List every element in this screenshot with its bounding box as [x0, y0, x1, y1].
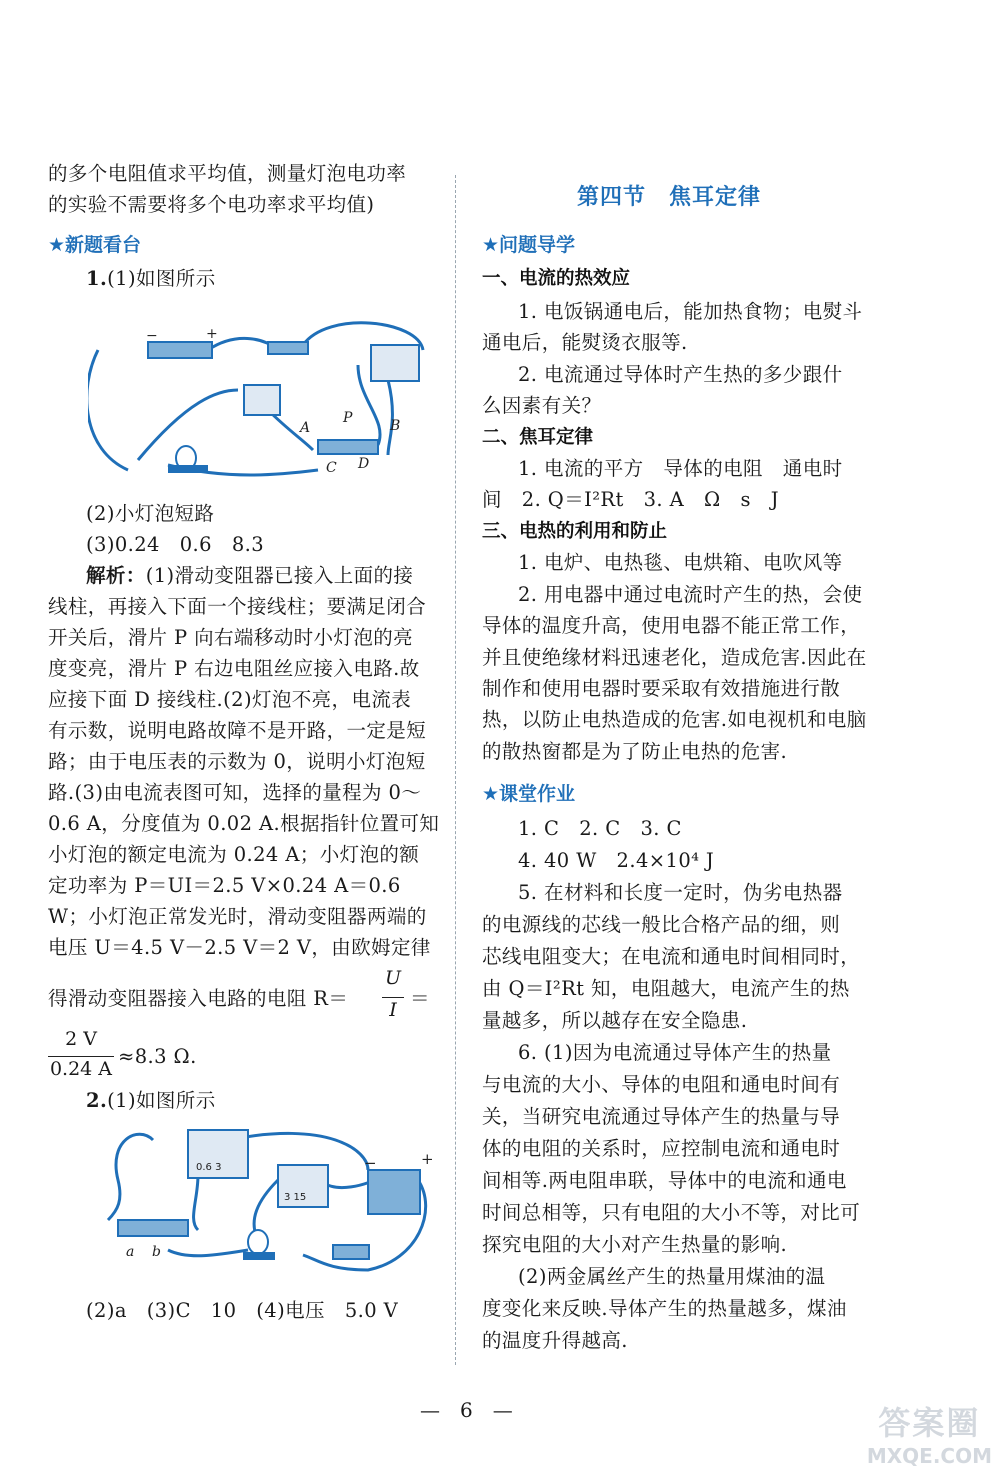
analysis-line-8: 路.(3)由电流表图可知，选择的量程为 0～	[48, 781, 422, 804]
s1-line-3: 2. 电流通过导体时产生热的多少跟什	[518, 363, 843, 386]
analysis-line-4: 度变亮，滑片 P 右边电阻丝应接入电路.故	[48, 657, 420, 680]
analysis-line-1-text: (1)滑动变阻器已接入上面的接	[145, 564, 414, 587]
section-heading-new-questions: ★新题看台	[48, 234, 142, 256]
q1-part3: (3)0.24 0.6 8.3	[86, 533, 265, 556]
analysis-line-13: 电压 U＝4.5 V－2.5 V＝2 V，由欧姆定律	[48, 936, 431, 959]
hw-line-8: 6. (1)因为电流通过导体产生的热量	[518, 1041, 832, 1064]
s3-line-1: 1. 电炉、电热毯、电烘箱、电吹风等	[518, 551, 843, 574]
watermark	[867, 1398, 992, 1468]
fraction-1-numerator: U	[384, 967, 401, 989]
fig1-label-d: D	[358, 456, 370, 472]
hw-line-11: 体的电阻的关系时，应控制电流和通电时	[482, 1137, 841, 1160]
hw-line-4: 的电源线的芯线一般比合格产品的细，则	[482, 913, 841, 936]
hw-line-12: 间相等.两电阻串联，导体中的电流和通电	[482, 1169, 847, 1192]
fig2-label-a: a	[126, 1244, 135, 1260]
hw-line-1: 1. C 2. C 3. C	[518, 817, 682, 840]
q2-part1	[86, 1087, 216, 1115]
analysis-line-3: 开关后，滑片 P 向右端移动时小灯泡的亮	[48, 626, 414, 649]
fig1-label-p: P	[343, 410, 353, 426]
section-heading-classwork: ★课堂作业	[482, 783, 576, 805]
fraction-1-denominator: I	[389, 999, 397, 1021]
section-heading-guided-questions: ★问题导学	[482, 234, 576, 256]
hw-line-10: 关，当研究电流通过导体产生的热量与导	[482, 1105, 841, 1128]
s2-line-2: 间 2. Q＝I²Rt 3. A Ω s J	[482, 488, 780, 511]
q1-part1	[86, 265, 216, 293]
analysis-line-11: 定功率为 P＝UI＝2.5 V×0.24 A＝0.6	[48, 874, 401, 897]
hw-line-5: 芯线电阻变大；在电流和通电时间相同时，	[482, 945, 861, 968]
fig1-label-b: B	[390, 418, 401, 434]
fraction-2-bar	[48, 1056, 114, 1057]
q1-number: 1.	[86, 267, 108, 290]
s3-line-2: 2. 用电器中通过电流时产生的热，会使	[518, 583, 863, 606]
page-number: — 6 —	[420, 1398, 513, 1422]
fig1-label-a: A	[300, 420, 311, 436]
hw-line-14: 探究电阻的大小对产生热量的影响.	[482, 1233, 788, 1256]
hw-line-6: 由 Q＝I²Rt 知，电阻越大，电流产生的热	[482, 977, 850, 1000]
s3-line-6: 热，以防止电热造成的危害.如电视机和电脑	[482, 708, 867, 731]
intro-line-1: 的多个电阻值求平均值，测量灯泡电功率	[48, 162, 407, 185]
fig1-label-c: C	[326, 460, 337, 476]
s3-line-4: 并且使绝缘材料迅速老化，造成危害.因此在	[482, 646, 867, 669]
fraction-2-numerator: 2 V	[65, 1028, 97, 1050]
analysis-line-1	[86, 562, 413, 590]
analysis-line-12: W；小灯泡正常发光时，滑动变阻器两端的	[48, 905, 427, 928]
hw-line-15: (2)两金属丝产生的热量用煤油的温	[518, 1265, 826, 1288]
fraction-1-tail: ＝	[410, 987, 430, 1010]
analysis-label: 解析：	[86, 564, 146, 587]
intro-line-2: 的实验不需要将多个电功率求平均值)	[48, 193, 375, 216]
q2-part1-text: (1)如图所示	[107, 1089, 216, 1112]
hw-line-7: 量越多，所以越存在安全隐患.	[482, 1009, 748, 1032]
subheading-heat-use: 三、电热的利用和防止	[482, 521, 668, 542]
q2-number: 2.	[86, 1089, 108, 1112]
hw-line-17: 的温度升得越高.	[482, 1329, 628, 1352]
fig2-ammeter-scale: 0.6 3	[196, 1162, 222, 1173]
hw-line-13: 时间总相等，只有电阻的大小不等，对比可	[482, 1201, 861, 1224]
watermark-bottom: MXQE.COM	[866, 1444, 992, 1468]
q1-part1-text: (1)如图所示	[107, 267, 216, 290]
fig1-minus-label: −	[146, 328, 158, 344]
q2-rest: (2)a (3)C 10 (4)电压 5.0 V	[86, 1299, 399, 1322]
subheading-thermal-effect: 一、电流的热效应	[482, 268, 631, 289]
fig2-voltmeter-scale: 3 15	[284, 1192, 307, 1203]
s1-line-4: 么因素有关？	[482, 394, 602, 417]
watermark-top: 答案圈	[878, 1404, 981, 1442]
analysis-line-9: 0.6 A，分度值为 0.02 A.根据指针位置可知	[48, 812, 440, 835]
hw-line-3: 5. 在材料和长度一定时，伪劣电热器	[518, 881, 843, 904]
s3-line-5: 制作和使用电器时要采取有效措施进行散	[482, 677, 841, 700]
fraction-2-denominator: 0.24 A	[49, 1058, 113, 1080]
fraction-2-tail: ≈8.3 Ω.	[118, 1045, 197, 1068]
s1-line-1: 1. 电饭锅通电后，能加热食物；电熨斗	[518, 300, 863, 323]
hw-line-9: 与电流的大小、导体的电阻和通电时间有	[482, 1073, 841, 1096]
circuit-figure-2	[78, 1120, 438, 1280]
analysis-line-10: 小灯泡的额定电流为 0.24 A；小灯泡的额	[48, 843, 420, 866]
fraction-1-bar	[382, 997, 404, 998]
column-divider	[455, 175, 456, 1365]
s3-line-3: 导体的温度升高，使用电器不能正常工作，	[482, 614, 861, 637]
hw-line-16: 度变化来反映.导体产生的热量越多，煤油	[482, 1297, 847, 1320]
fig2-label-b: b	[152, 1244, 161, 1260]
s2-line-1: 1. 电流的平方 导体的电阻 通电时	[518, 457, 843, 480]
subheading-joule-law: 二、焦耳定律	[482, 427, 594, 448]
fig2-plus-label: +	[421, 1150, 434, 1168]
section-title: 第四节 焦耳定律	[577, 185, 762, 210]
analysis-line-6: 有示数，说明电路故障不是开路，一定是短	[48, 719, 427, 742]
fig2-minus-label: −	[364, 1154, 377, 1172]
circuit-figure-1	[88, 310, 438, 490]
s1-line-2: 通电后，能熨烫衣服等.	[482, 331, 688, 354]
q1-part2: (2)小灯泡短路	[86, 502, 215, 525]
analysis-line-7: 路；由于电压表的示数为 0，说明小灯泡短	[48, 750, 426, 773]
fig1-plus-label: +	[206, 326, 218, 342]
s3-line-7: 的散热窗都是为了防止电热的危害.	[482, 740, 788, 763]
analysis-line-2: 线柱，再接入下面一个接线柱；要满足闭合	[48, 595, 427, 618]
analysis-line-14: 得滑动变阻器接入电路的电阻 R＝	[48, 987, 349, 1010]
hw-line-2: 4. 40 W 2.4×10⁴ J	[518, 849, 715, 872]
analysis-line-5: 应接下面 D 接线柱.(2)灯泡不亮，电流表	[48, 688, 412, 711]
